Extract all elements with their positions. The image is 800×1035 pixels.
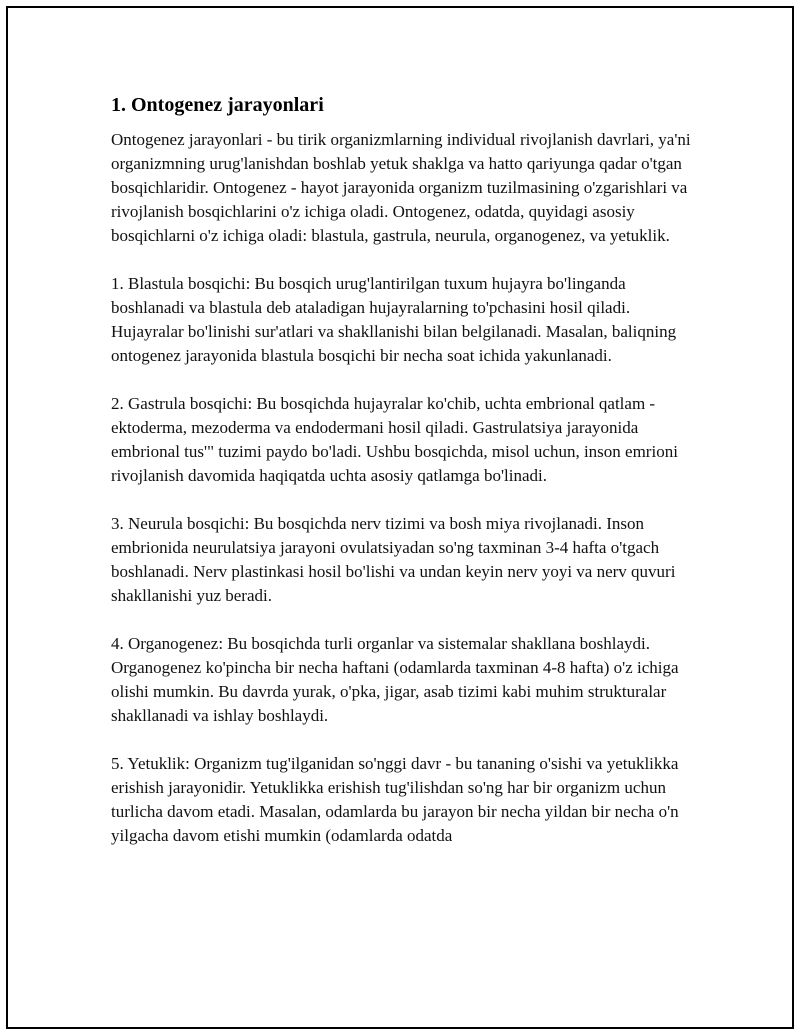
document-body (111, 92, 701, 872)
paragraph-organogenez: 4. Organogenez: Bu bosqichda turli organlar va sistemalar shakllana boshlaydi. Organogenez ko'pincha bir necha haftani (odamlarda taxminan 4-8 hafta) o'z ichiga olishi mumkin. Bu davrda yurak, o'pka, jigar, asab tizimi kabi muhim strukturalar shakllanadi va ishlay boshlaydi. (111, 634, 679, 725)
paragraph-gastrula: 2. Gastrula bosqichi: Bu bosqichda hujayralar ko'chib, uchta embrional qatlam - ektoderma, mezoderma va endodermani hosil qiladi. Gastrulatsiya jarayonida embrional tus'" tuzimi paydo bo'ladi. Ushbu bosqichda, misol uchun, inson emrioni rivojlanish davomida haqiqatda uchta asosiy qatlamga bo'linadi. (111, 394, 678, 485)
paragraph-blastula: 1. Blastula bosqichi: Bu bosqich urug'lantirilgan tuxum hujayra bo'linganda boshlanadi va blastula deb ataladigan hujayralarning to'pchasini hosil qiladi. Hujayralar bo'linishi sur'atlari va shakllanishi bilan belgilanadi. Masalan, baliqning ontogenez jarayonida blastula bosqichi bir necha soat ichida yakunlanadi. (111, 274, 677, 365)
paragraph-yetuklik: 5. Yetuklik: Organizm tug'ilganidan so'nggi davr - bu tananing o'sishi va yetuklikka erishish jarayonidir. Yetuklikka erishish tug'ilishdan so'ng har bir organizm uchun turlicha davom etadi. Masalan, odamlarda bu jarayon bir necha yildan bir necha o'n yilgacha davom etishi mumkin (odamlarda odatda (111, 754, 679, 845)
paragraph-intro: Ontogenez jarayonlari - bu tirik organizmlarning individual rivojlanish davrlari, ya'ni organizmning urug'lanishdan boshlab yetuk shaklga va hatto qariyunga qadar o'tgan bosqichlaridir. Ontogenez - hayot jarayonida organizm tuzilmasining o'zgarishlari va rivojlanish bosqichlarini o'z ichiga oladi. Ontogenez, odatda, quyidagi asosiy bosqichlarni o'z ichiga oladi: blastula, gastrula, neurula, organogenez, va yetuklik. (111, 130, 691, 245)
document-title: 1. Ontogenez jarayonlari (111, 94, 324, 116)
paragraph-neurula: 3. Neurula bosqichi: Bu bosqichda nerv tizimi va bosh miya rivojlanadi. Inson embrionida neurulatsiya jarayoni ovulatsiyadan so'ng taxminan 3-4 hafta o'tgach boshlanadi. Nerv plastinkasi hosil bo'lishi va undan keyin nerv yoyi va nerv quvuri shakllanishi yuz beradi. (111, 514, 676, 605)
